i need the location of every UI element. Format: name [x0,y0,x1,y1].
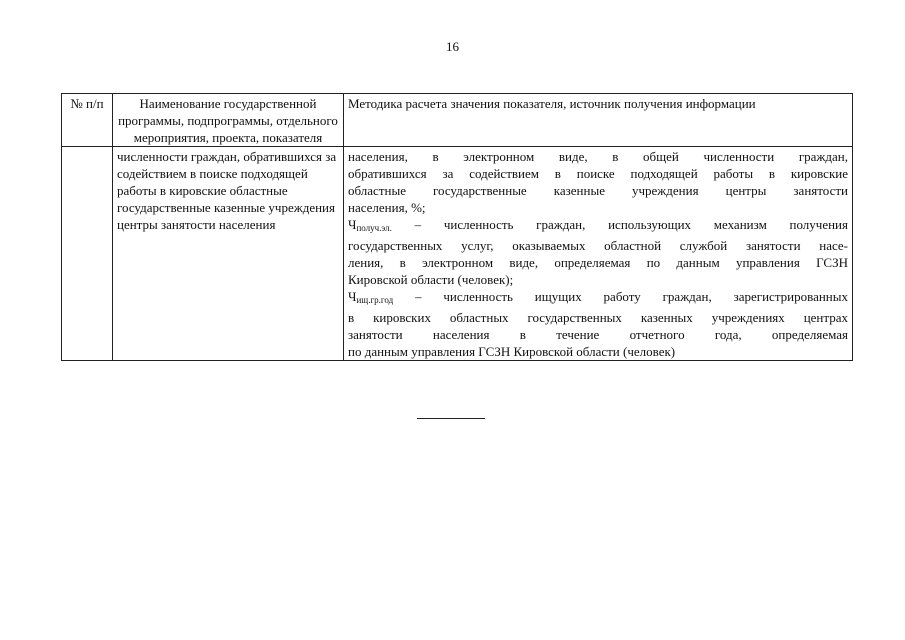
header-method: Методика расчета значения показателя, источник получения информации [344,94,853,147]
variable-2-subscript: ищ.гр.год [356,295,394,305]
indicator-table [61,93,853,361]
variable-2-line: по данным управления ГСЗН Кировской области (человек) [348,344,676,359]
cell-name: численности граждан, обратившихся за содействием в поиске подходящей работы в кировские областные государственные казенные учреждения центры занятости населения [113,147,344,361]
method-intro-line: населения, %; [348,200,426,215]
header-num: № п/п [62,94,113,147]
variable-1-line: государственных услуг, оказываемых областной службой занятости насе- [348,238,848,253]
cell-method [344,147,853,361]
method-variable-2 [348,288,848,360]
variable-2-line: занятости населения в течение отчетного года, определяемая [348,327,848,342]
page-number: 16 [446,39,459,54]
table-row [62,147,853,361]
variable-2-symbol: Ч [348,289,357,304]
end-of-document-rule [417,418,485,419]
table-header-row [62,94,853,147]
variable-1-line: Кировской области (человек); [348,272,514,287]
method-intro-line: населения, в электронном виде, в общей численности граждан, [348,149,848,164]
method-intro-line: областные государственные казенные учреждения центры занятости [348,183,848,198]
method-intro [348,148,848,216]
cell-num [62,147,113,361]
variable-1-subscript: получ.эл. [356,223,392,233]
variable-1-first-line [348,216,848,237]
variable-2-line: в кировских областных государственных казенных учреждениях центрах [348,310,848,325]
variable-2-text: – численность ищущих работу граждан, зарегистрированных [393,289,848,304]
method-variable-1 [348,216,848,288]
variable-1-symbol: Ч [348,217,357,232]
variable-1-text: – численность граждан, использующих механизм получения [391,217,848,232]
variable-1-line: ления, в электронном виде, определяемая по данным управления ГСЗН [348,255,848,270]
method-intro-line: обратившихся за содействием в поиске подходящей работы в кировские [348,166,848,181]
header-name: Наименование государственной программы, подпрограммы, отдельного мероприятия, проекта, показателя [113,94,344,147]
variable-2-first-line [348,288,848,309]
